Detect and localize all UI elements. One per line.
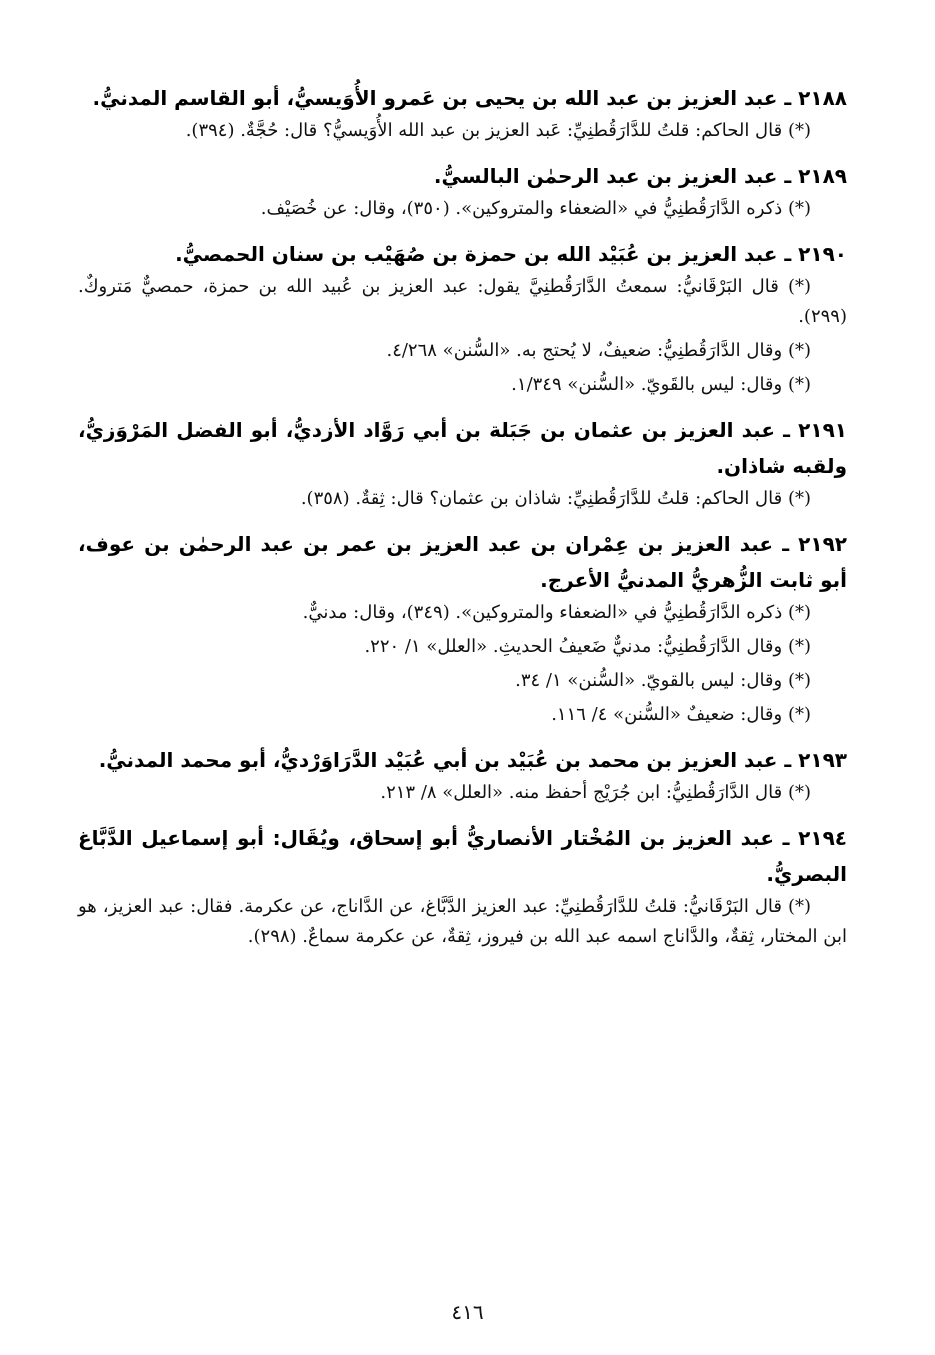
- page-number: ٤١٦: [451, 1300, 484, 1324]
- entry-2192: [78, 526, 847, 730]
- entry-2190: [78, 236, 847, 400]
- entry-2193: [78, 742, 847, 808]
- entry-note: (*) ذكره الدَّارَقُطنِيُّ في «الضعفاء والمتروكين». (٣٥٠)، وقال: عن خُصَيْف.: [260, 198, 811, 219]
- entry-note: (*) قال الحاكم: قلتُ للدَّارَقُطنِيِّ: عَبد العزيز بن عبد الله الأُوَيسيُّ؟ قال: حُجَّةٌ. (٣٩٤).: [185, 120, 811, 141]
- entry-note: (*) ذكره الدَّارَقُطنِيُّ في «الضعفاء والمتروكين». (٣٤٩)، وقال: مدنيٌّ.: [302, 602, 811, 623]
- entry-heading: ٢١٩٠ ـ عبد العزيز بن عُبَيْد الله بن حمزة بن صُهَيْب بن سنان الحمصيُّ.: [175, 242, 847, 266]
- entry-note: (*) قال البَرْقَانيُّ: سمعتُ الدَّارَقُطنِيَّ يقول: عبد العزيز بن عُبيد الله بن حمزة، حمصيٌّ مَتروكٌ. (٢٩٩).: [78, 276, 847, 327]
- entry-note: (*) وقال: ليس بالقويّ. «السُّنن» ١/ ٣٤.: [515, 670, 811, 691]
- entry-note: (*) قال البَرْقَانيُّ: قلتُ للدَّارَقُطنِيِّ: عبد العزيز الدَّبَّاغ، عن الدَّاناج، عن عكرمة. فقال: عبد العزيز، هو ابن المختار، ثِقةٌ، والدَّاناج اسمه عبد الله بن فيروز، ثِقةٌ، عن عكرمة سماعٌ. (٢٩٨).: [78, 896, 847, 947]
- entry-note: (*) قال الحاكم: قلتُ للدَّارَقُطنِيِّ: شاذان بن عثمان؟ قال: ثِقةٌ. (٣٥٨).: [300, 488, 811, 509]
- entry-heading: ٢١٩٣ ـ عبد العزيز بن محمد بن عُبَيْد بن أبي عُبَيْد الدَّرَاوَرْديُّ، أبو محمد المدنيُّ.: [98, 748, 847, 772]
- entry-note: (*) وقال الدَّارَقُطنِيُّ: مدنيٌّ ضَعيفُ الحديثِ. «العلل» ١/ ٢٢٠.: [364, 636, 811, 657]
- entry-2188: [78, 80, 847, 146]
- entry-2194: [78, 820, 847, 952]
- entry-heading: ٢١٩٢ ـ عبد العزيز بن عِمْران بن عبد العزيز بن عمر بن عبد الرحمٰن بن عوف، أبو ثابت الزُّهريُّ المدنيُّ الأعرج.: [78, 532, 847, 592]
- entry-heading: ٢١٨٨ ـ عبد العزيز بن عبد الله بن يحيى بن عَمرو الأُوَيسيُّ، أبو القاسم المدنيُّ.: [92, 86, 847, 110]
- entry-note: (*) قال الدَّارَقُطنِيُّ: ابن جُرَيْج أحفظ منه. «العلل» ٨/ ٢١٣.: [380, 782, 811, 803]
- entry-note: (*) وقال: ضعيفٌ «السُّنن» ٤/ ١١٦.: [551, 704, 811, 725]
- entry-heading: ٢١٩٤ ـ عبد العزيز بن المُخْتار الأنصاريُّ أبو إسحاق، ويُقَال: أبو إسماعيل الدَّبَّاغ البصريُّ.: [78, 826, 847, 886]
- entry-heading: ٢١٩١ ـ عبد العزيز بن عثمان بن جَبَلة بن أبي رَوَّاد الأزديُّ، أبو الفضل المَرْوَزيُّ، ولقبه شاذان.: [78, 418, 847, 478]
- entry-note: (*) وقال: ليس بالقَويّ. «السُّنن» ١/٣٤٩.: [511, 374, 811, 395]
- entry-2189: [78, 158, 847, 224]
- entry-2191: [78, 412, 847, 514]
- entry-heading: ٢١٨٩ ـ عبد العزيز بن عبد الرحمٰن البالسيُّ.: [433, 164, 847, 188]
- entry-note: (*) وقال الدَّارَقُطنِيُّ: ضعيفٌ، لا يُحتج به. «السُّنن» ٤/٢٦٨.: [386, 340, 811, 361]
